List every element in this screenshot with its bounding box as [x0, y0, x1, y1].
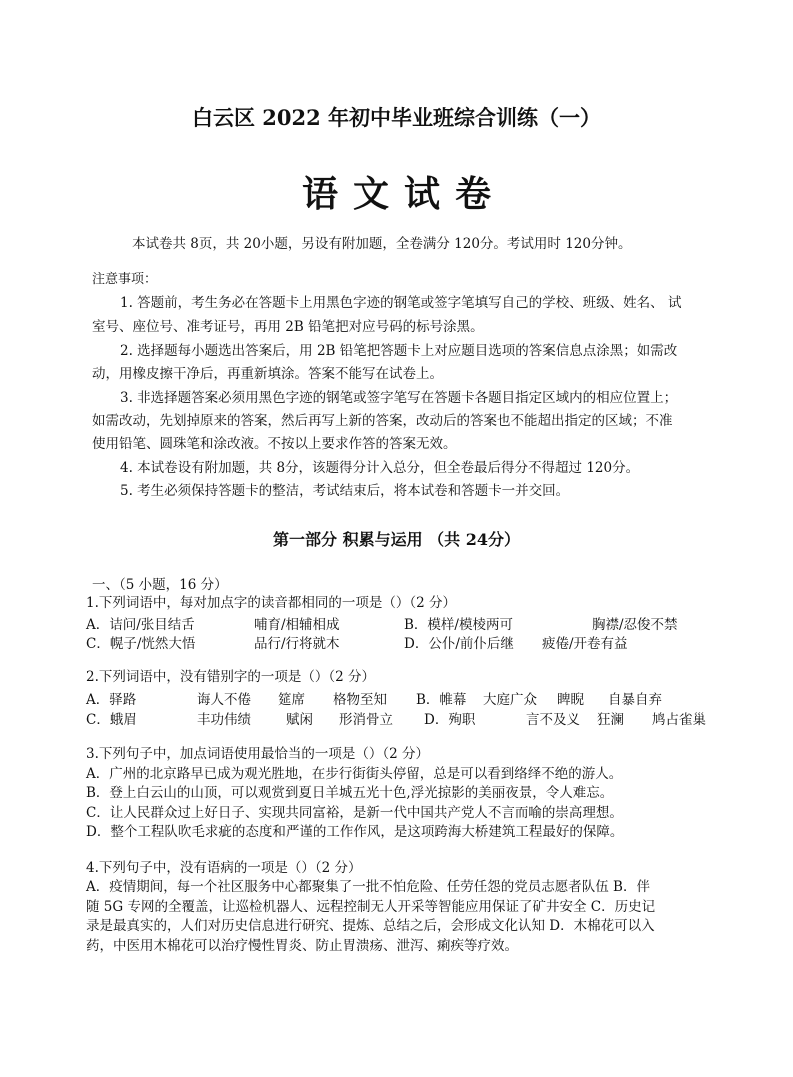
note-3-line-2: 如需改动，先划掉原来的答案，然后再写上新的答案，改动后的答案也不能超出指定的区域；不准	[92, 413, 673, 429]
exam-title: 白云区 2022 年初中毕业班综合训练（一）	[191, 105, 602, 130]
section-title: 第一部分 积累与运用 （共 24分）	[273, 530, 520, 549]
part-heading: 一、（5 小题，16 分）	[92, 577, 228, 593]
note-2-line-1: 2. 选择题每小题选出答案后，用 2B 铅笔把答题卡上对应题目选项的答案信息点涂黑；如需改	[120, 343, 678, 359]
note-4-line-1: 4. 本试卷设有附加题，共 8分，该题得分计入总分，但全卷最后得分不得超过 120分。	[120, 460, 640, 476]
q2-word: 丰功伟绩	[197, 712, 251, 728]
q2-word: 狂澜	[597, 712, 624, 728]
q3-option-c: C．让人民群众过上好日子、实现共同富裕，是新一代中国共产党人不言而喻的崇高理想。	[86, 805, 623, 821]
exam-intro: 本试卷共 8页，共 20小题，另设有附加题，全卷满分 120分。考试用时 120分钟。	[132, 236, 632, 252]
q2-word: 筵席	[278, 692, 305, 708]
q2-word: 自暴自弃	[608, 692, 662, 708]
note-1-line-2: 室号、座位号、准考证号，再用 2B 铅笔把对应号码的标号涂黑。	[92, 319, 484, 335]
q2-word: 大庭广众	[483, 692, 537, 708]
subject-title: 语文试卷	[301, 173, 506, 215]
q4-text-line-4: 药，中医用木棉花可以治疗慢性胃炎、防止胃溃疡、泄泻、痢疾等疗效。	[86, 938, 518, 954]
q2-word: 诲人不倦	[197, 692, 251, 708]
q2-word: A．驿路	[86, 692, 137, 708]
q2-word: 睥睨	[557, 692, 584, 708]
q4-text-line-2: 随 5G 专网的全覆盖，让巡检机器人、远程控制无人开采等智能应用保证了矿井安全 C．历史记	[86, 899, 656, 915]
q2-word: 形消骨立	[339, 712, 393, 728]
q2-word: 鸠占雀巢	[652, 712, 706, 728]
note-3-line-1: 3. 非选择题答案必须用黑色字迹的钢笔或签字笔写在答题卡各题目指定区域内的相应位置上；	[120, 390, 678, 406]
q3-option-a: A．广州的北京路早已成为观光胜地，在步行街街头停留，总是可以看到络绎不绝的游人。	[86, 766, 623, 782]
q2-stem: 2.下列词语中，没有错别字的一项是（）（2 分）	[86, 669, 376, 685]
q1-option-c: C．幌子/恍然大悟	[86, 636, 196, 652]
q1-stem: 1.下列词语中，每对加点字的读音都相同的一项是（）（2 分）	[86, 595, 457, 611]
q1-option-a: A．诘问/张目结舌	[86, 617, 195, 633]
q3-stem: 3.下列句子中，加点词语使用最恰当的一项是（）（2 分）	[86, 746, 430, 762]
note-1-line-1: 1. 答题前，考生务必在答题卡上用黑色字迹的钢笔或签字笔填写自己的学校、班级、姓名、 试	[120, 295, 682, 311]
q4-stem: 4.下列句子中，没有语病的一项是（）（2 分）	[86, 860, 362, 876]
q4-text-line-3: 录是最真实的，人们对历史信息进行研究、提炼、总结之后，会形成文化认知 D．木棉花可以入	[86, 918, 655, 934]
q3-option-d: D．整个工程队吹毛求疵的态度和严谨的工作作风，是这项跨海大桥建筑工程最好的保障。	[86, 824, 624, 840]
q1-option-a2: 哺育/相辅相成	[254, 617, 340, 633]
note-5-line-1: 5. 考生必须保持答题卡的整洁，考试结束后，将本试卷和答题卡一并交回。	[120, 483, 570, 499]
q1-option-b2: 胸襟/忍俊不禁	[592, 617, 678, 633]
note-3-line-3: 使用铅笔、圆珠笔和涂改液。不按以上要求作答的答案无效。	[92, 436, 457, 452]
q1-option-d: D．公仆/前仆后继	[404, 636, 514, 652]
q2-word: C．蛾眉	[86, 712, 137, 728]
notes-heading: 注意事项：	[92, 272, 158, 287]
q2-word: D．殉职	[424, 712, 476, 728]
q1-option-c2: 品行/行将就木	[254, 636, 340, 652]
q2-word: B．帷幕	[416, 692, 467, 708]
q4-text-line-1: A．疫情期间，每一个社区服务中心都聚集了一批不怕危险、任劳任怨的党员志愿者队伍 B．伴	[86, 879, 650, 895]
q2-word: 言不及义	[526, 712, 580, 728]
q2-word: 格物至知	[333, 692, 387, 708]
q1-option-b: B．模样/模棱两可	[404, 617, 513, 633]
q3-option-b: B．登上白云山的山顶，可以观赏到夏日羊城五光十色,浮光掠影的美丽夜景，令人难忘。	[86, 785, 614, 801]
note-2-line-2: 动，用橡皮擦干净后，再重新填涂。答案不能写在试卷上。	[92, 366, 443, 382]
q2-word: 赋闲	[286, 712, 313, 728]
q1-option-d2: 疲倦/开卷有益	[542, 636, 628, 652]
